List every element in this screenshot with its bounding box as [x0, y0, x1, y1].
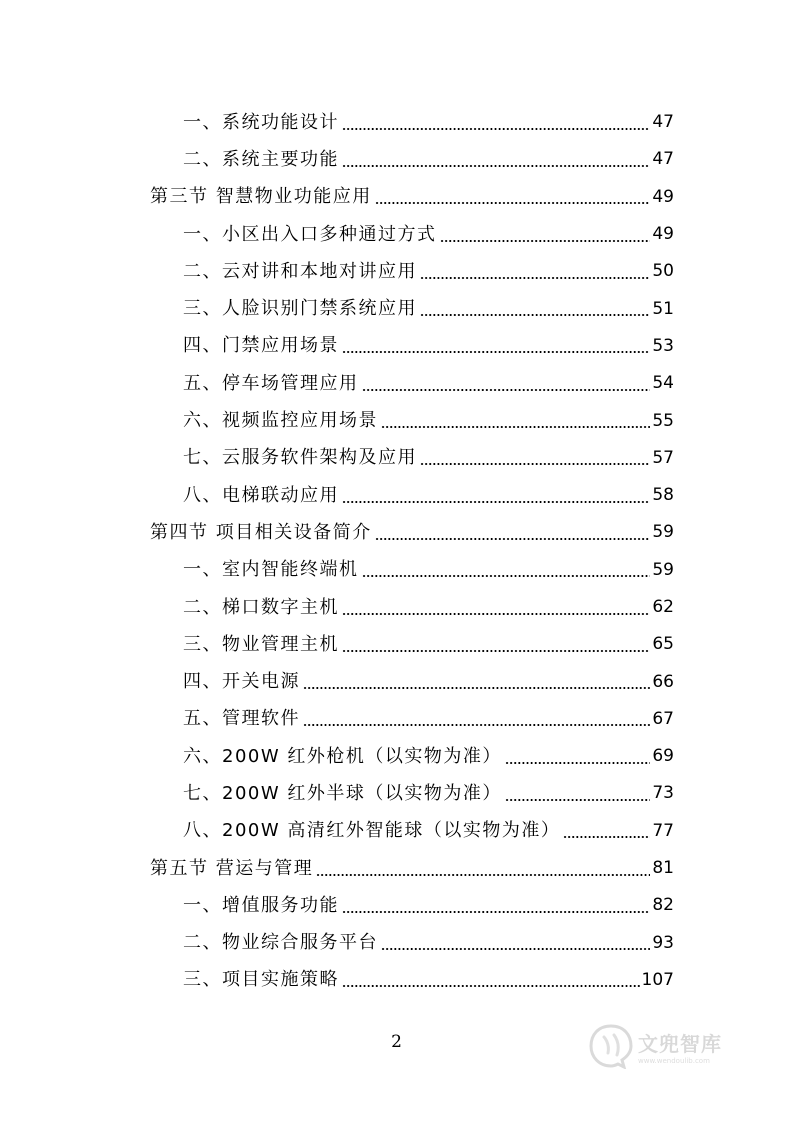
toc-entry-page: 55 — [652, 410, 674, 431]
toc-entry-title: 三、物业管理主机 — [183, 633, 339, 655]
toc-entry-title: 四、开关电源 — [183, 671, 300, 693]
toc-entry-page: 81 — [652, 858, 674, 879]
dot-leader — [342, 636, 650, 654]
dot-leader — [362, 561, 651, 579]
toc-section-heading[interactable] — [150, 514, 674, 551]
toc-entry[interactable] — [150, 775, 674, 812]
dot-leader — [563, 822, 650, 840]
toc-entry[interactable] — [150, 589, 674, 626]
toc-entry-page: 82 — [652, 895, 674, 916]
toc-entry-page: 49 — [652, 186, 674, 207]
table-of-contents — [150, 104, 674, 999]
toc-entry-title: 第五节 营运与管理 — [150, 857, 314, 879]
toc-entry-title: 二、系统主要功能 — [183, 148, 339, 170]
dot-leader — [362, 375, 651, 393]
dot-leader — [342, 337, 650, 355]
toc-entry[interactable] — [150, 440, 674, 477]
toc-entry[interactable] — [150, 253, 674, 290]
toc-entry[interactable] — [150, 216, 674, 253]
toc-entry[interactable] — [150, 552, 674, 589]
toc-entry[interactable] — [150, 925, 674, 962]
toc-entry-page: 67 — [652, 708, 674, 729]
toc-entry-page: 54 — [652, 373, 674, 394]
toc-entry[interactable] — [150, 290, 674, 327]
toc-entry-title: 五、停车场管理应用 — [183, 372, 359, 394]
dot-leader — [440, 226, 651, 244]
toc-entry-title: 八、200W 高清红外智能球（以实物为准） — [183, 820, 561, 842]
dot-leader — [505, 748, 650, 766]
toc-entry-title: 第三节 智慧物业功能应用 — [150, 186, 372, 208]
toc-entry-page: 58 — [652, 485, 674, 506]
dot-leader — [342, 487, 650, 505]
watermark-brand: 文兜智库 — [638, 1031, 722, 1056]
watermark-logo-icon — [588, 1023, 634, 1069]
watermark-url: www.wendoulib.com — [638, 1056, 710, 1065]
toc-entry-title: 五、管理软件 — [183, 708, 300, 730]
toc-section-heading[interactable] — [150, 179, 674, 216]
dot-leader — [342, 151, 650, 169]
toc-entry-title: 一、增值服务功能 — [183, 894, 339, 916]
toc-entry-title: 三、人脸识别门禁系统应用 — [183, 298, 417, 320]
dot-leader — [342, 897, 650, 915]
toc-entry-page: 51 — [652, 298, 674, 319]
toc-entry-page: 49 — [652, 224, 674, 245]
dot-leader — [303, 710, 650, 728]
toc-entry[interactable] — [150, 104, 674, 141]
toc-entry-title: 四、门禁应用场景 — [183, 335, 339, 357]
dot-leader — [342, 971, 640, 989]
toc-entry-page: 77 — [652, 820, 674, 841]
toc-entry-title: 一、室内智能终端机 — [183, 559, 359, 581]
toc-entry-title: 第四节 项目相关设备简介 — [150, 521, 372, 543]
toc-entry-page: 50 — [652, 261, 674, 282]
dot-leader — [342, 114, 650, 132]
toc-entry-title: 三、项目实施策略 — [183, 969, 339, 991]
toc-entry[interactable] — [150, 141, 674, 178]
dot-leader — [303, 673, 650, 691]
toc-entry[interactable] — [150, 477, 674, 514]
toc-entry-page: 57 — [652, 447, 674, 468]
toc-entry-page: 65 — [652, 634, 674, 655]
toc-entry-title: 六、视频监控应用场景 — [183, 410, 378, 432]
dot-leader — [316, 860, 650, 878]
watermark-text — [638, 1028, 722, 1065]
toc-entry[interactable] — [150, 962, 674, 999]
dot-leader — [420, 449, 650, 467]
dot-leader — [420, 300, 650, 318]
dot-leader — [375, 524, 651, 542]
watermark — [588, 1018, 758, 1074]
toc-entry-page: 66 — [652, 671, 674, 692]
toc-entry-page: 47 — [652, 112, 674, 133]
dot-leader — [342, 599, 650, 617]
toc-entry[interactable] — [150, 813, 674, 850]
toc-entry-title: 八、电梯联动应用 — [183, 484, 339, 506]
toc-entry-title: 七、云服务软件架构及应用 — [183, 447, 417, 469]
toc-entry-page: 69 — [652, 746, 674, 767]
toc-entry-title: 一、小区出入口多种通过方式 — [183, 223, 437, 245]
toc-entry-page: 47 — [652, 149, 674, 170]
toc-entry-page: 93 — [652, 932, 674, 953]
toc-entry-title: 二、梯口数字主机 — [183, 596, 339, 618]
toc-entry[interactable] — [150, 738, 674, 775]
toc-section-heading[interactable] — [150, 850, 674, 887]
toc-entry-page: 73 — [652, 783, 674, 804]
toc-entry[interactable] — [150, 365, 674, 402]
toc-entry-page: 53 — [652, 335, 674, 356]
toc-entry-title: 一、系统功能设计 — [183, 111, 339, 133]
toc-entry[interactable] — [150, 402, 674, 439]
toc-entry[interactable] — [150, 328, 674, 365]
toc-entry-title: 二、云对讲和本地对讲应用 — [183, 260, 417, 282]
toc-entry-title: 六、200W 红外枪机（以实物为准） — [183, 745, 502, 767]
dot-leader — [420, 263, 650, 281]
toc-entry-title: 七、200W 红外半球（以实物为准） — [183, 782, 502, 804]
toc-entry-page: 59 — [652, 522, 674, 543]
toc-entry-page: 107 — [641, 969, 674, 990]
toc-entry-page: 59 — [652, 559, 674, 580]
dot-leader — [381, 934, 650, 952]
toc-entry[interactable] — [150, 663, 674, 700]
toc-entry[interactable] — [150, 887, 674, 924]
dot-leader — [375, 188, 651, 206]
toc-entry-title: 二、物业综合服务平台 — [183, 932, 378, 954]
dot-leader — [505, 785, 650, 803]
toc-entry-page: 62 — [652, 597, 674, 617]
page-number: 2 — [391, 1032, 402, 1052]
toc-entry[interactable] — [150, 701, 674, 738]
dot-leader — [381, 412, 650, 430]
toc-entry[interactable] — [150, 626, 674, 663]
